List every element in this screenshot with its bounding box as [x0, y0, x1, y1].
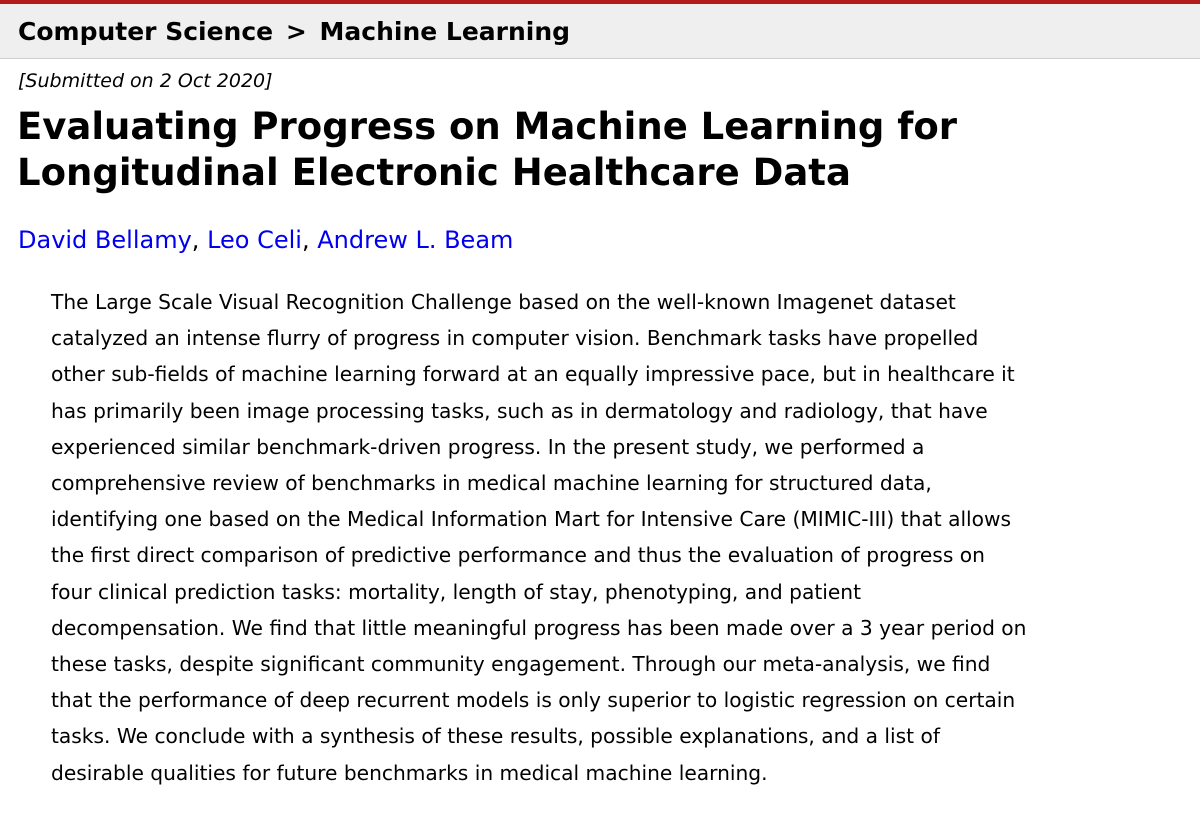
breadcrumb — [18, 17, 570, 47]
author-separator: , — [191, 226, 200, 254]
abstract-line: decompensation. We find that little meaningful progress has been made over a 3 year period on — [51, 615, 1027, 640]
header-bar — [0, 4, 1200, 59]
author-separator: , — [301, 226, 310, 254]
abstract-line: four clinical prediction tasks: mortality, length of stay, phenotyping, and patient — [51, 579, 861, 604]
author-link[interactable]: Andrew L. Beam — [317, 226, 514, 254]
breadcrumb-category[interactable]: Computer Science — [18, 17, 274, 46]
author-list — [18, 224, 513, 256]
abstract-line: catalyzed an intense flurry of progress in computer vision. Benchmark tasks have propelled — [51, 326, 979, 351]
breadcrumb-separator: > — [285, 17, 307, 46]
abstract-line: The Large Scale Visual Recognition Challenge based on the well-known Imagenet dataset — [51, 290, 956, 314]
submission-date: [Submitted on 2 Oct 2020] — [18, 70, 273, 92]
abstract-line: desirable qualities for future benchmarks in medical machine learning. — [51, 760, 768, 785]
abstract-line: other sub-fields of machine learning forward at an equally impressive pace, but in healthcare it — [51, 362, 1015, 387]
abstract-line: identifying one based on the Medical Information Mart for Intensive Care (MIMIC-III) that allows — [51, 507, 1012, 532]
paper-title-line-2: Longitudinal Electronic Healthcare Data — [17, 151, 851, 194]
paper-title-line-1: Evaluating Progress on Machine Learning for — [17, 105, 958, 148]
breadcrumb-subcategory[interactable]: Machine Learning — [319, 17, 571, 46]
abstract-line: the first direct comparison of predictive performance and thus the evaluation of progress on — [51, 543, 985, 568]
abstract-line: that the performance of deep recurrent models is only superior to logistic regression on certain — [51, 688, 1016, 713]
abstract-line: has primarily been image processing tasks, such as in dermatology and radiology, that have — [51, 398, 988, 423]
abstract-line: comprehensive review of benchmarks in medical machine learning for structured data, — [51, 471, 932, 496]
author-link[interactable]: David Bellamy — [18, 226, 192, 254]
abstract-line: experienced similar benchmark-driven progress. In the present study, we performed a — [51, 434, 925, 459]
paper-title — [17, 104, 1177, 196]
abstract — [51, 284, 1176, 791]
abstract-line: tasks. We conclude with a synthesis of these results, possible explanations, and a list of — [51, 724, 940, 749]
abstract-line: these tasks, despite significant community engagement. Through our meta-analysis, we find — [51, 652, 991, 677]
author-link[interactable]: Leo Celi — [207, 226, 302, 254]
